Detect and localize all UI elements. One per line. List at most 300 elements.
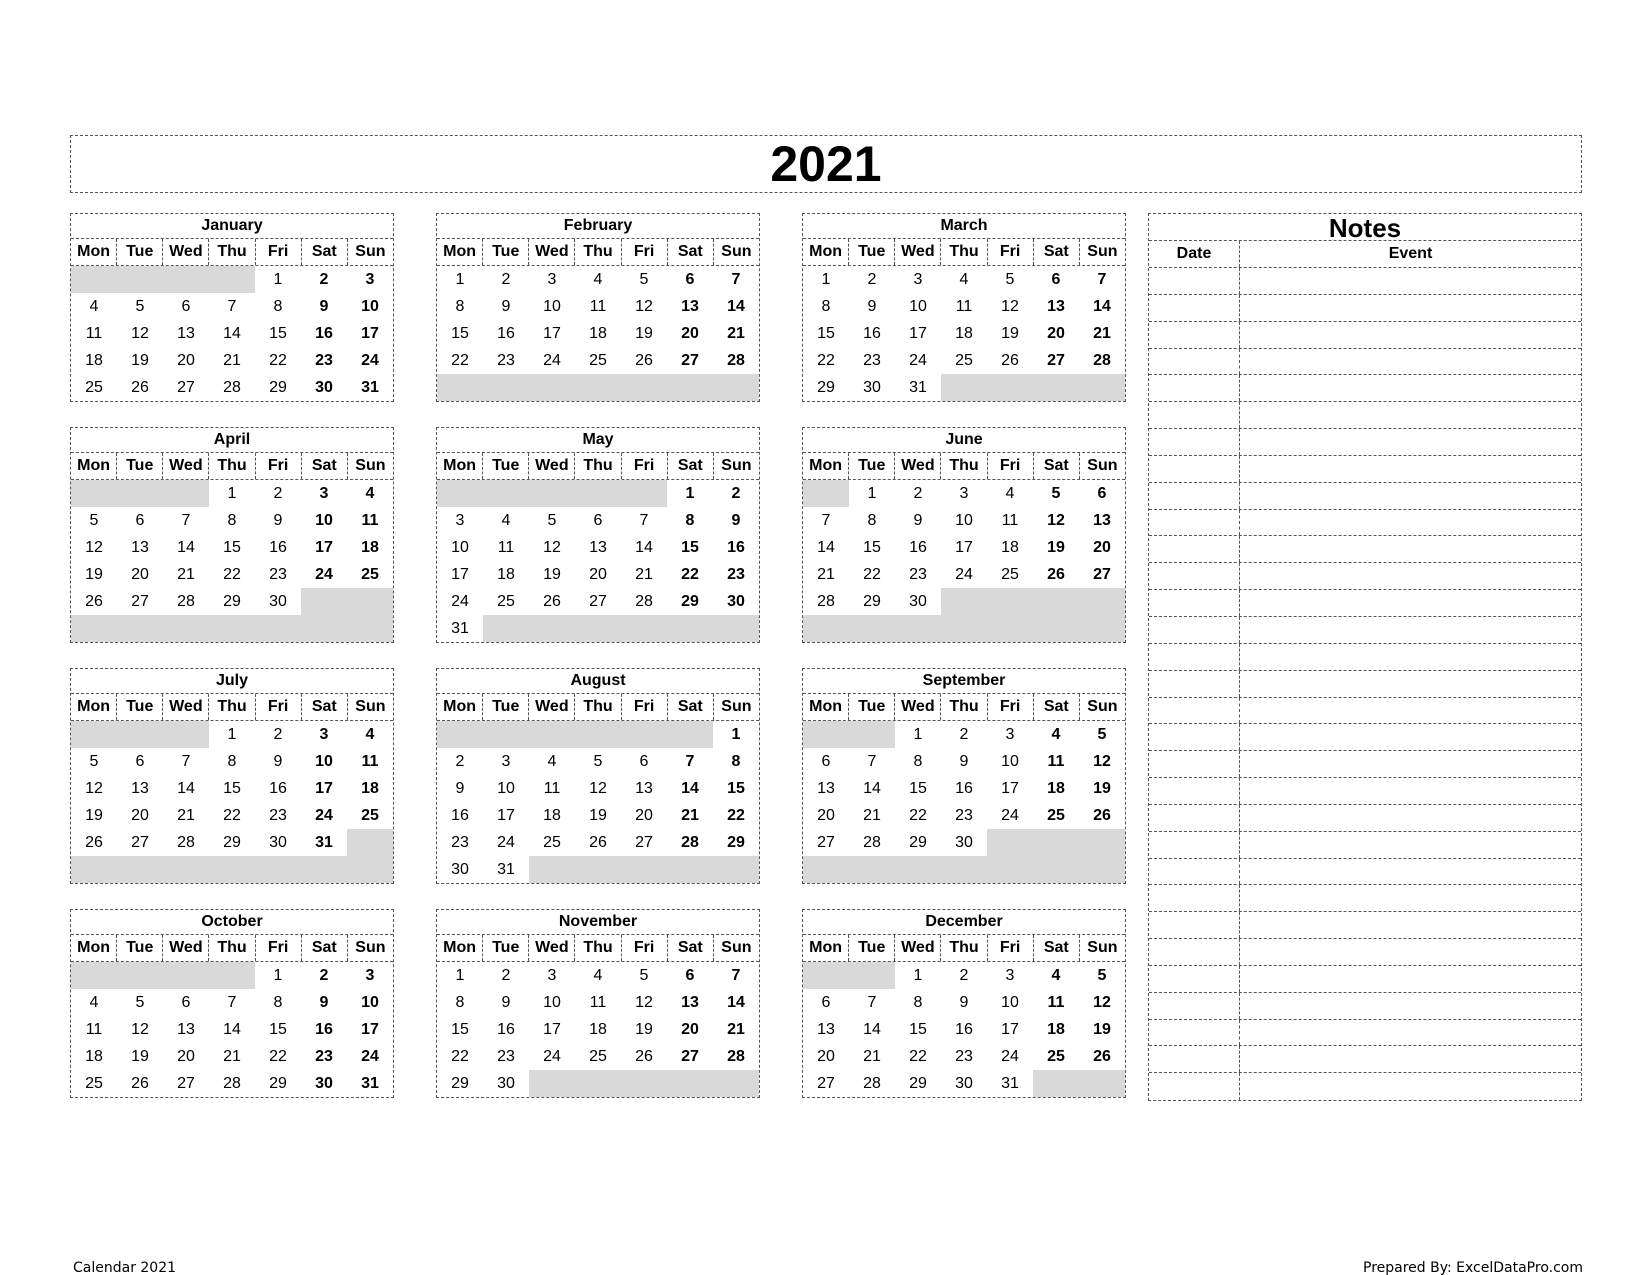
day-cell: 17 bbox=[909, 325, 927, 342]
note-row[interactable] bbox=[1149, 832, 1581, 859]
day-cell: 3 bbox=[319, 726, 329, 743]
day-cell: 8 bbox=[731, 753, 741, 770]
empty-day-cell bbox=[117, 721, 163, 748]
empty-day-cell bbox=[117, 856, 163, 883]
day-cell: 25 bbox=[589, 1048, 607, 1065]
empty-day-cell bbox=[529, 615, 575, 642]
note-event-cell[interactable] bbox=[1240, 590, 1581, 616]
note-date-cell[interactable] bbox=[1149, 724, 1240, 750]
note-row[interactable] bbox=[1149, 617, 1581, 644]
month-title: June bbox=[803, 428, 1125, 453]
note-date-cell[interactable] bbox=[1149, 563, 1240, 589]
day-cell: 26 bbox=[635, 352, 653, 369]
note-row[interactable] bbox=[1149, 375, 1581, 402]
note-date-cell[interactable] bbox=[1149, 456, 1240, 482]
day-cell: 26 bbox=[1001, 352, 1019, 369]
day-cell: 23 bbox=[909, 566, 927, 583]
day-cell: 11 bbox=[1047, 753, 1065, 770]
day-cell: 30 bbox=[315, 379, 333, 396]
day-cell: 22 bbox=[909, 1048, 927, 1065]
day-cell: 10 bbox=[361, 994, 379, 1011]
day-cell: 26 bbox=[635, 1048, 653, 1065]
day-cell: 13 bbox=[681, 994, 699, 1011]
day-cell: 22 bbox=[269, 1048, 287, 1065]
weekday-label: Wed bbox=[895, 239, 941, 265]
day-cell: 28 bbox=[681, 834, 699, 851]
note-row[interactable] bbox=[1149, 778, 1581, 805]
day-cell: 30 bbox=[727, 593, 745, 610]
day-cell: 5 bbox=[1005, 271, 1015, 288]
note-date-cell[interactable] bbox=[1149, 966, 1240, 992]
day-cell: 1 bbox=[731, 726, 741, 743]
day-cell: 28 bbox=[177, 593, 195, 610]
day-cell: 21 bbox=[727, 1021, 745, 1038]
empty-day-cell bbox=[1033, 829, 1079, 856]
day-cell: 3 bbox=[547, 967, 557, 984]
day-cell: 29 bbox=[451, 1075, 469, 1092]
day-cell: 21 bbox=[223, 1048, 241, 1065]
empty-day-cell bbox=[941, 374, 987, 401]
note-row[interactable] bbox=[1149, 966, 1581, 993]
note-event-cell[interactable] bbox=[1240, 617, 1581, 643]
month-title: May bbox=[437, 428, 759, 453]
day-cell: 17 bbox=[1001, 1021, 1019, 1038]
weekday-label: Sun bbox=[355, 939, 386, 956]
note-event-cell[interactable] bbox=[1240, 510, 1581, 536]
note-row[interactable] bbox=[1149, 993, 1581, 1020]
day-cell: 27 bbox=[589, 593, 607, 610]
day-cell: 27 bbox=[131, 834, 149, 851]
note-event-cell[interactable] bbox=[1240, 912, 1581, 938]
note-row[interactable] bbox=[1149, 536, 1581, 563]
note-event-cell[interactable] bbox=[1240, 322, 1581, 348]
note-event-cell[interactable] bbox=[1240, 563, 1581, 589]
day-cell: 27 bbox=[1093, 566, 1111, 583]
day-cell: 22 bbox=[269, 352, 287, 369]
empty-day-cell bbox=[987, 615, 1033, 642]
day-cell: 4 bbox=[959, 271, 969, 288]
note-date-cell[interactable] bbox=[1149, 939, 1240, 965]
note-event-cell[interactable] bbox=[1240, 885, 1581, 911]
weekday-label: Mon bbox=[803, 239, 849, 265]
footer-credit: Prepared By: ExcelDataPro.com bbox=[1363, 1260, 1583, 1275]
empty-day-cell bbox=[437, 721, 483, 748]
day-cell: 12 bbox=[543, 539, 561, 556]
day-cell: 9 bbox=[731, 512, 741, 529]
day-cell: 10 bbox=[909, 298, 927, 315]
weekday-label: Wed bbox=[895, 694, 941, 720]
weekday-label: Sun bbox=[1087, 457, 1118, 474]
month-july bbox=[70, 668, 394, 884]
day-cell: 18 bbox=[955, 325, 973, 342]
day-cell: 21 bbox=[863, 1048, 881, 1065]
weekday-label: Fri bbox=[256, 935, 302, 961]
empty-day-cell bbox=[71, 962, 117, 989]
day-cell: 8 bbox=[913, 753, 923, 770]
day-cell: 8 bbox=[685, 512, 695, 529]
day-cell: 9 bbox=[273, 512, 283, 529]
day-cell: 23 bbox=[451, 834, 469, 851]
note-date-cell[interactable] bbox=[1149, 483, 1240, 509]
day-cell: 11 bbox=[1001, 512, 1019, 529]
empty-day-cell bbox=[209, 615, 255, 642]
day-cell: 1 bbox=[455, 967, 465, 984]
day-cell: 23 bbox=[497, 352, 515, 369]
day-cell: 28 bbox=[863, 1075, 881, 1092]
note-date-cell[interactable] bbox=[1149, 778, 1240, 804]
day-cell: 16 bbox=[727, 539, 745, 556]
note-event-cell[interactable] bbox=[1240, 295, 1581, 321]
day-cell: 2 bbox=[731, 485, 741, 502]
day-cell: 6 bbox=[181, 298, 191, 315]
day-cell: 4 bbox=[365, 485, 375, 502]
day-cell: 1 bbox=[273, 967, 283, 984]
note-date-cell[interactable] bbox=[1149, 1046, 1240, 1072]
note-row[interactable] bbox=[1149, 402, 1581, 429]
weekday-label: Wed bbox=[163, 694, 209, 720]
day-cell: 2 bbox=[455, 753, 465, 770]
day-cell: 6 bbox=[1051, 271, 1061, 288]
day-cell: 16 bbox=[863, 325, 881, 342]
note-date-cell[interactable] bbox=[1149, 536, 1240, 562]
empty-day-cell bbox=[483, 615, 529, 642]
note-date-cell[interactable] bbox=[1149, 295, 1240, 321]
weekday-label: Sat bbox=[668, 935, 714, 961]
note-event-cell[interactable] bbox=[1240, 939, 1581, 965]
day-cell: 30 bbox=[269, 593, 287, 610]
note-event-cell[interactable] bbox=[1240, 644, 1581, 670]
day-cell: 29 bbox=[909, 1075, 927, 1092]
day-cell: 7 bbox=[821, 512, 831, 529]
day-cell: 4 bbox=[1051, 726, 1061, 743]
day-cell: 8 bbox=[821, 298, 831, 315]
note-date-cell[interactable] bbox=[1149, 617, 1240, 643]
day-cell: 10 bbox=[543, 298, 561, 315]
day-cell: 21 bbox=[681, 807, 699, 824]
month-title: March bbox=[803, 214, 1125, 239]
weekday-header bbox=[437, 694, 759, 721]
note-row[interactable] bbox=[1149, 698, 1581, 725]
day-cell: 15 bbox=[269, 1021, 287, 1038]
empty-day-cell bbox=[209, 266, 255, 293]
weekday-label: Wed bbox=[163, 935, 209, 961]
day-cell: 10 bbox=[451, 539, 469, 556]
note-row[interactable] bbox=[1149, 510, 1581, 537]
day-cell: 20 bbox=[177, 1048, 195, 1065]
day-cell: 9 bbox=[319, 298, 329, 315]
note-row[interactable] bbox=[1149, 805, 1581, 832]
day-cell: 18 bbox=[543, 807, 561, 824]
day-cell: 29 bbox=[223, 834, 241, 851]
empty-day-cell bbox=[803, 856, 849, 883]
note-row[interactable] bbox=[1149, 268, 1581, 295]
empty-day-cell bbox=[575, 480, 621, 507]
note-date-cell[interactable] bbox=[1149, 698, 1240, 724]
empty-day-cell bbox=[895, 856, 941, 883]
day-cell: 30 bbox=[955, 834, 973, 851]
day-cell: 8 bbox=[273, 298, 283, 315]
day-cell: 5 bbox=[639, 271, 649, 288]
empty-day-cell bbox=[987, 588, 1033, 615]
day-cell: 19 bbox=[543, 566, 561, 583]
day-cell: 9 bbox=[319, 994, 329, 1011]
weekday-label: Tue bbox=[849, 453, 895, 479]
day-cell: 17 bbox=[543, 1021, 561, 1038]
month-title: September bbox=[803, 669, 1125, 694]
note-event-cell[interactable] bbox=[1240, 724, 1581, 750]
empty-day-cell bbox=[849, 962, 895, 989]
note-date-cell[interactable] bbox=[1149, 429, 1240, 455]
day-cell: 5 bbox=[135, 298, 145, 315]
note-event-cell[interactable] bbox=[1240, 778, 1581, 804]
note-row[interactable] bbox=[1149, 859, 1581, 886]
day-cell: 25 bbox=[1047, 807, 1065, 824]
day-cell: 9 bbox=[959, 994, 969, 1011]
note-date-cell[interactable] bbox=[1149, 859, 1240, 885]
day-cell: 12 bbox=[85, 539, 103, 556]
weekday-header bbox=[437, 935, 759, 962]
day-cell: 15 bbox=[451, 1021, 469, 1038]
day-cell: 5 bbox=[547, 512, 557, 529]
note-row[interactable] bbox=[1149, 429, 1581, 456]
empty-day-cell bbox=[1033, 615, 1079, 642]
note-row[interactable] bbox=[1149, 563, 1581, 590]
empty-day-cell bbox=[575, 1070, 621, 1097]
day-cell: 11 bbox=[361, 753, 379, 770]
weekday-label: Tue bbox=[483, 694, 529, 720]
day-cell: 5 bbox=[89, 753, 99, 770]
weekday-label: Tue bbox=[483, 935, 529, 961]
day-cell: 8 bbox=[913, 994, 923, 1011]
weekday-label: Thu bbox=[941, 935, 987, 961]
note-date-cell[interactable] bbox=[1149, 671, 1240, 697]
note-row[interactable] bbox=[1149, 1046, 1581, 1073]
weekday-label: Wed bbox=[163, 453, 209, 479]
note-event-cell[interactable] bbox=[1240, 349, 1581, 375]
day-cell: 31 bbox=[315, 834, 333, 851]
day-cell: 22 bbox=[451, 1048, 469, 1065]
day-cell: 14 bbox=[727, 994, 745, 1011]
empty-day-cell bbox=[255, 856, 301, 883]
note-row[interactable] bbox=[1149, 456, 1581, 483]
note-event-cell[interactable] bbox=[1240, 671, 1581, 697]
note-event-cell[interactable] bbox=[1240, 268, 1581, 294]
day-cell: 18 bbox=[361, 539, 379, 556]
day-cell: 15 bbox=[863, 539, 881, 556]
empty-day-cell bbox=[163, 480, 209, 507]
day-cell: 20 bbox=[177, 352, 195, 369]
note-event-cell[interactable] bbox=[1240, 1020, 1581, 1046]
note-date-cell[interactable] bbox=[1149, 510, 1240, 536]
day-cell: 19 bbox=[85, 807, 103, 824]
note-event-cell[interactable] bbox=[1240, 536, 1581, 562]
day-cell: 16 bbox=[497, 1021, 515, 1038]
note-row[interactable] bbox=[1149, 885, 1581, 912]
day-cell: 3 bbox=[455, 512, 465, 529]
day-cell: 9 bbox=[455, 780, 465, 797]
weekday-label: Sat bbox=[1034, 239, 1080, 265]
note-event-cell[interactable] bbox=[1240, 805, 1581, 831]
day-cell: 2 bbox=[501, 967, 511, 984]
day-cell: 8 bbox=[867, 512, 877, 529]
note-date-cell[interactable] bbox=[1149, 751, 1240, 777]
day-cell: 27 bbox=[1047, 352, 1065, 369]
weekday-header bbox=[437, 239, 759, 266]
day-grid bbox=[437, 962, 759, 1097]
day-cell: 24 bbox=[543, 1048, 561, 1065]
note-date-cell[interactable] bbox=[1149, 268, 1240, 294]
note-row[interactable] bbox=[1149, 671, 1581, 698]
weekday-label: Thu bbox=[575, 694, 621, 720]
day-cell: 7 bbox=[731, 271, 741, 288]
note-event-cell[interactable] bbox=[1240, 698, 1581, 724]
note-row[interactable] bbox=[1149, 295, 1581, 322]
weekday-label: Wed bbox=[895, 453, 941, 479]
day-cell: 4 bbox=[365, 726, 375, 743]
note-date-cell[interactable] bbox=[1149, 885, 1240, 911]
day-cell: 30 bbox=[497, 1075, 515, 1092]
note-event-cell[interactable] bbox=[1240, 859, 1581, 885]
day-cell: 3 bbox=[959, 485, 969, 502]
day-cell: 14 bbox=[223, 325, 241, 342]
note-event-cell[interactable] bbox=[1240, 456, 1581, 482]
day-cell: 6 bbox=[135, 753, 145, 770]
empty-day-cell bbox=[1079, 615, 1125, 642]
note-row[interactable] bbox=[1149, 724, 1581, 751]
month-march bbox=[802, 213, 1126, 402]
day-cell: 30 bbox=[269, 834, 287, 851]
day-cell: 6 bbox=[821, 753, 831, 770]
day-cell: 3 bbox=[365, 967, 375, 984]
notes-header bbox=[1149, 241, 1581, 268]
day-cell: 13 bbox=[177, 325, 195, 342]
note-event-cell[interactable] bbox=[1240, 429, 1581, 455]
day-cell: 20 bbox=[817, 1048, 835, 1065]
empty-day-cell bbox=[255, 615, 301, 642]
day-cell: 16 bbox=[269, 539, 287, 556]
note-row[interactable] bbox=[1149, 349, 1581, 376]
note-event-cell[interactable] bbox=[1240, 1046, 1581, 1072]
day-cell: 19 bbox=[635, 1021, 653, 1038]
note-event-cell[interactable] bbox=[1240, 1073, 1581, 1100]
weekday-label: Sun bbox=[721, 939, 752, 956]
note-row[interactable] bbox=[1149, 644, 1581, 671]
empty-day-cell bbox=[347, 588, 393, 615]
weekday-header bbox=[71, 935, 393, 962]
empty-day-cell bbox=[437, 374, 483, 401]
weekday-label: Tue bbox=[849, 694, 895, 720]
day-cell: 1 bbox=[913, 967, 923, 984]
note-event-cell[interactable] bbox=[1240, 402, 1581, 428]
day-grid bbox=[803, 962, 1125, 1097]
year-title: 2021 bbox=[770, 136, 882, 192]
day-cell: 16 bbox=[315, 1021, 333, 1038]
day-cell: 11 bbox=[361, 512, 379, 529]
note-row[interactable] bbox=[1149, 322, 1581, 349]
note-row[interactable] bbox=[1149, 1073, 1581, 1100]
day-cell: 27 bbox=[635, 834, 653, 851]
note-event-cell[interactable] bbox=[1240, 751, 1581, 777]
weekday-header bbox=[803, 935, 1125, 962]
day-cell: 9 bbox=[959, 753, 969, 770]
day-cell: 10 bbox=[315, 512, 333, 529]
note-date-cell[interactable] bbox=[1149, 322, 1240, 348]
day-cell: 2 bbox=[959, 726, 969, 743]
note-event-cell[interactable] bbox=[1240, 832, 1581, 858]
empty-day-cell bbox=[1079, 588, 1125, 615]
note-row[interactable] bbox=[1149, 483, 1581, 510]
weekday-label: Thu bbox=[209, 694, 255, 720]
note-date-cell[interactable] bbox=[1149, 375, 1240, 401]
note-date-cell[interactable] bbox=[1149, 590, 1240, 616]
note-date-cell[interactable] bbox=[1149, 993, 1240, 1019]
day-cell: 21 bbox=[727, 325, 745, 342]
note-date-cell[interactable] bbox=[1149, 1020, 1240, 1046]
day-cell: 11 bbox=[85, 1021, 103, 1038]
note-event-cell[interactable] bbox=[1240, 966, 1581, 992]
empty-day-cell bbox=[621, 856, 667, 883]
empty-day-cell bbox=[163, 615, 209, 642]
note-date-cell[interactable] bbox=[1149, 832, 1240, 858]
day-cell: 29 bbox=[223, 593, 241, 610]
note-row[interactable] bbox=[1149, 912, 1581, 939]
day-cell: 9 bbox=[867, 298, 877, 315]
day-cell: 23 bbox=[497, 1048, 515, 1065]
day-cell: 30 bbox=[955, 1075, 973, 1092]
weekday-label: Wed bbox=[529, 453, 575, 479]
note-date-cell[interactable] bbox=[1149, 402, 1240, 428]
note-date-cell[interactable] bbox=[1149, 644, 1240, 670]
note-date-cell[interactable] bbox=[1149, 349, 1240, 375]
note-event-cell[interactable] bbox=[1240, 375, 1581, 401]
weekday-header bbox=[803, 239, 1125, 266]
day-cell: 13 bbox=[1093, 512, 1111, 529]
day-cell: 17 bbox=[1001, 780, 1019, 797]
empty-day-cell bbox=[301, 615, 347, 642]
note-date-cell[interactable] bbox=[1149, 805, 1240, 831]
note-row[interactable] bbox=[1149, 1020, 1581, 1047]
empty-day-cell bbox=[529, 856, 575, 883]
day-cell: 11 bbox=[589, 994, 607, 1011]
note-row[interactable] bbox=[1149, 590, 1581, 617]
weekday-label: Mon bbox=[71, 935, 117, 961]
day-cell: 21 bbox=[223, 352, 241, 369]
day-cell: 25 bbox=[85, 1075, 103, 1092]
day-cell: 15 bbox=[223, 780, 241, 797]
note-row[interactable] bbox=[1149, 751, 1581, 778]
day-cell: 23 bbox=[863, 352, 881, 369]
weekday-label: Sun bbox=[355, 698, 386, 715]
empty-day-cell bbox=[71, 721, 117, 748]
day-cell: 27 bbox=[681, 352, 699, 369]
note-event-cell[interactable] bbox=[1240, 993, 1581, 1019]
note-row[interactable] bbox=[1149, 939, 1581, 966]
empty-day-cell bbox=[301, 588, 347, 615]
day-cell: 4 bbox=[89, 298, 99, 315]
day-cell: 1 bbox=[455, 271, 465, 288]
weekday-label: Sun bbox=[721, 243, 752, 260]
weekday-label: Thu bbox=[575, 453, 621, 479]
day-cell: 21 bbox=[817, 566, 835, 583]
day-cell: 1 bbox=[867, 485, 877, 502]
day-grid bbox=[437, 480, 759, 642]
note-date-cell[interactable] bbox=[1149, 1073, 1240, 1100]
note-event-cell[interactable] bbox=[1240, 483, 1581, 509]
note-date-cell[interactable] bbox=[1149, 912, 1240, 938]
weekday-label: Tue bbox=[117, 239, 163, 265]
day-cell: 27 bbox=[131, 593, 149, 610]
weekday-label: Tue bbox=[483, 239, 529, 265]
